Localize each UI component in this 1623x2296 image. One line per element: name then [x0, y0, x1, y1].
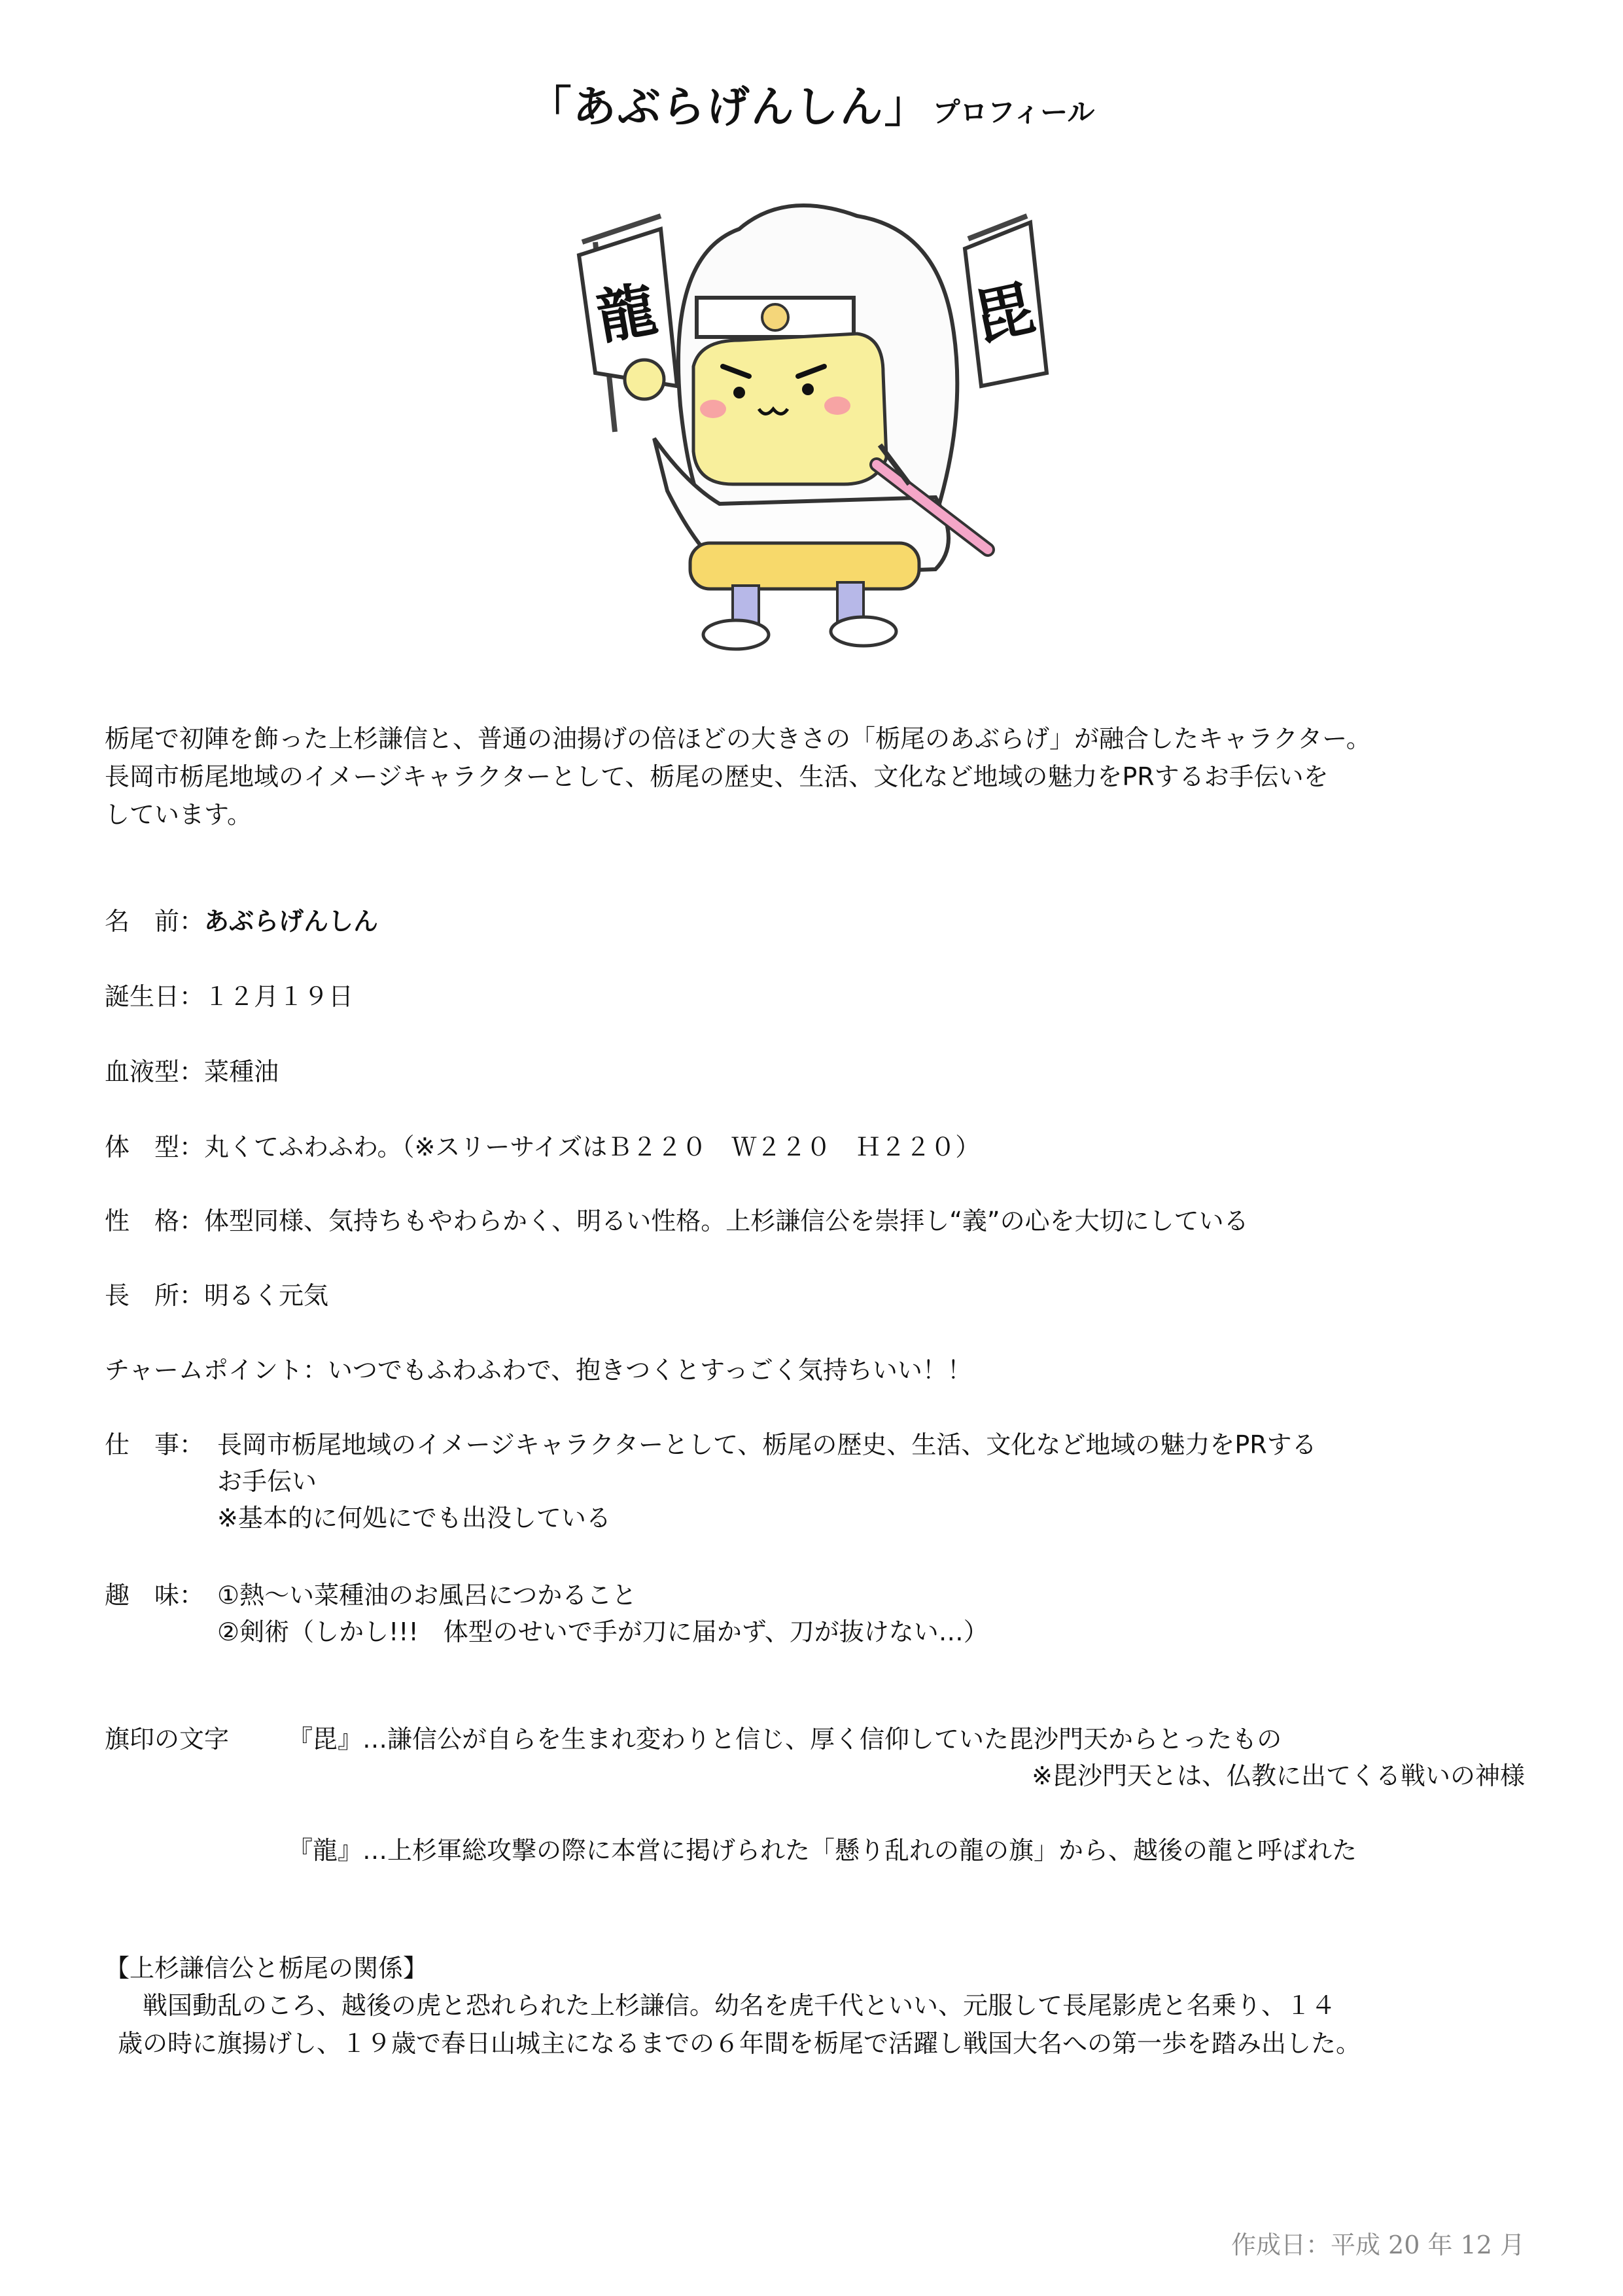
relation-body [118, 1987, 1361, 2062]
title-sub: プロフィール [932, 96, 1095, 128]
profile-blood: 血液型：菜種油 [105, 1057, 279, 1086]
job-line: 長岡市栃尾地域のイメージキャラクターとして、栃尾の歴史、生活、文化など地域の魅力をPRする [217, 1430, 1317, 1459]
profile-personality: 性 格：体型同様、気持ちもやわらかく、明るい性格。上杉謙信公を崇拝し“義”の心を大切にしている [105, 1207, 1249, 1235]
profile-birthday: 誕生日：１２月１９日 [105, 982, 354, 1011]
job-text [217, 1426, 1317, 1536]
creation-date: 作成日：平成 20 年 12 月 [1230, 2231, 1525, 2259]
intro-line: 長岡市栃尾地域のイメージキャラクターとして、栃尾の歴史、生活、文化など地域の魅力をPRするお手伝いを [105, 762, 1329, 791]
banner-left-text: 龍 [591, 274, 662, 353]
intro-line: しています。 [105, 800, 252, 829]
intro-line: 栃尾で初陣を飾った上杉謙信と、普通の油揚げの倍ほどの大きさの「栃尾のあぶらげ」が融合したキャラクター。 [105, 724, 1371, 753]
mascot-svg [569, 177, 1086, 687]
profile-strength: 長 所：明るく元気 [105, 1281, 329, 1310]
title-main: 「あぶらげんしん」 [528, 82, 929, 132]
hobby-line: ②剣術（しかし!!! 体型のせいで手が刀に届かず、刀が抜けない…） [217, 1617, 988, 1646]
job-line: お手伝い [217, 1467, 317, 1496]
hobby-line: ①熱～い菜種油のお風呂につかること [217, 1581, 637, 1610]
banner-bi: 『毘』…謙信公が自らを生まれ変わりと信じ、厚く信仰していた毘沙門天からとったもの [288, 1725, 1282, 1754]
banner-label: 旗印の文字 [105, 1725, 230, 1754]
profile-name [105, 903, 378, 940]
banner-ryu: 『龍』…上杉軍総攻撃の際に本営に掲げられた「懸り乱れの龍の旗」から、越後の龍と呼ばれた [288, 1836, 1357, 1865]
relation-heading: 【上杉謙信公と栃尾の関係】 [105, 1954, 428, 1983]
banner-right-text: 毘 [968, 274, 1041, 354]
name-value: あぶらげんしん [204, 907, 379, 936]
profile-hobby [105, 1577, 988, 1650]
profile-charm: チャームポイント：いつでもふわふわで、抱きつくとすっごく気持ちいい！！ [105, 1356, 972, 1385]
page-title [0, 72, 1623, 134]
profile-body: 体 型：丸くてふわふわ。（※スリーサイズはＢ２２０ Ｗ２２０ Ｈ２２０） [105, 1133, 981, 1161]
banner-bi-note: ※毘沙門天とは、仏教に出てくる戦いの神様 [1032, 1761, 1525, 1790]
profile-job [105, 1426, 1317, 1536]
job-label: 仕 事： [105, 1430, 205, 1459]
job-line: ※基本的に何処にでも出没している [217, 1504, 611, 1532]
relation-line: 戦国動乱のころ、越後の虎と恐れられた上杉謙信。幼名を虎千代といい、元服して長尾影虎と名乗り、１４ [143, 1991, 1336, 2020]
lower-body [690, 543, 919, 589]
relation-line: 歳の時に旗揚げし、１９歳で春日山城主になるまでの６年間を栃尾で活躍し戦国大名への第一歩を踏み出した。 [118, 2029, 1361, 2058]
intro-paragraph [105, 720, 1371, 834]
hobby-text [217, 1577, 988, 1650]
name-label: 名 前： [105, 907, 205, 936]
mascot-illustration [569, 177, 1086, 687]
hobby-label: 趣 味： [105, 1581, 205, 1610]
